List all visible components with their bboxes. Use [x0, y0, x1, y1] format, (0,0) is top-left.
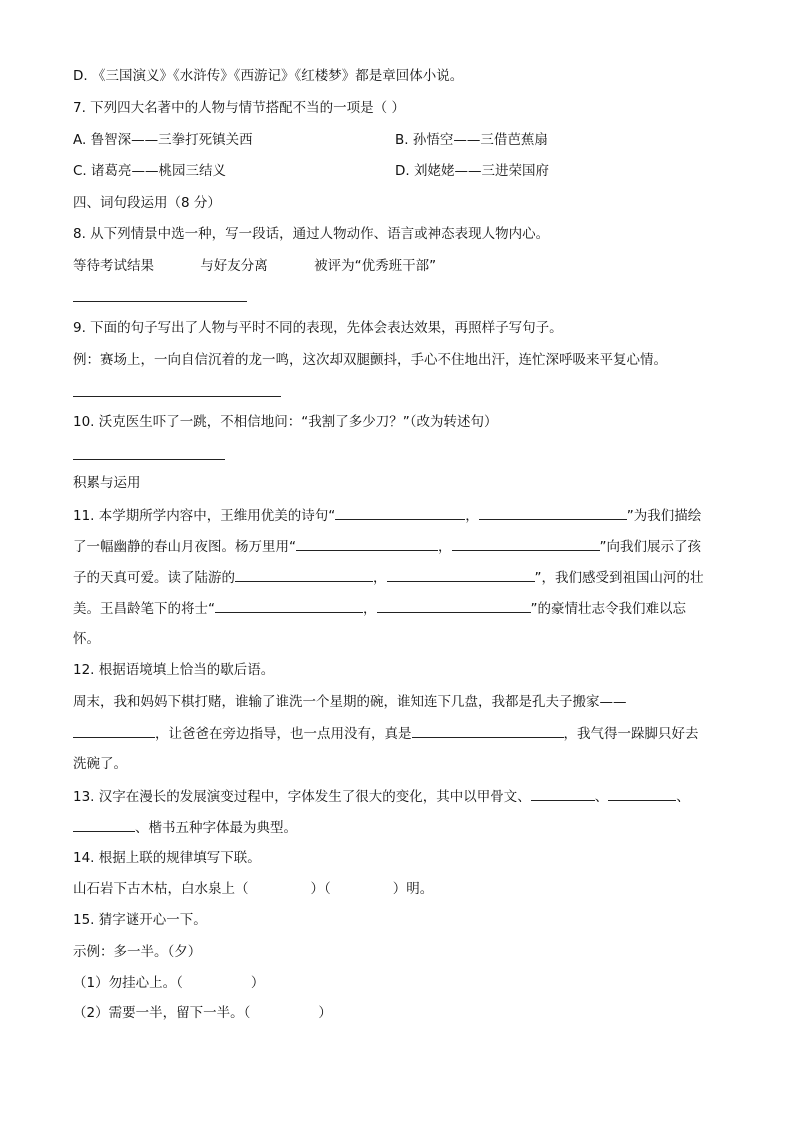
- q14-text: 山石岩下古木枯，白水泉上（: [73, 881, 249, 897]
- q11-text: ”，我们感受到祖国山河的壮: [534, 570, 704, 586]
- q7-option-c: C. 诸葛亮——桃园三结义: [73, 163, 227, 179]
- q15-example: 示例：多一半。（夕）: [73, 944, 202, 960]
- q13-line-2: [73, 817, 297, 838]
- section-accumulation: 积累与运用: [73, 475, 141, 491]
- q14-text: ）（: [310, 881, 331, 897]
- q11-blank[interactable]: [387, 567, 535, 582]
- q7-stem: 7. 下列四大名著中的人物与情节搭配不当的一项是（ ）: [73, 100, 405, 116]
- q8-answer-line[interactable]: [73, 300, 247, 302]
- q11-line-4: [73, 598, 686, 619]
- q11-text: ”的豪情壮志令我们难以忘: [530, 601, 686, 617]
- q12-stem: 12. 根据语境填上恰当的歇后语。: [73, 662, 275, 678]
- q11-text: 了一幅幽静的春山月夜图。杨万里用“: [73, 539, 296, 555]
- section-heading: 四、词句段运用（8 分）: [73, 195, 221, 211]
- q8-option: 与好友分离: [200, 258, 268, 274]
- q12-blank[interactable]: [73, 723, 155, 738]
- q11-blank[interactable]: [215, 598, 363, 613]
- q10-answer-line[interactable]: [73, 458, 225, 460]
- q11-text: 子的天真可爱。读了陆游的: [73, 570, 235, 586]
- q7-option-a: A. 鲁智深——三拳打死镇关西: [73, 132, 253, 148]
- q13-line-1: [73, 786, 690, 807]
- q8-option: 被评为“优秀班干部”: [314, 258, 437, 274]
- q14-text: ）明。: [392, 881, 434, 897]
- q15-item-1: [73, 973, 264, 993]
- q13-blank[interactable]: [73, 817, 135, 832]
- q11-line-3: [73, 567, 704, 588]
- q9-example: 例：赛场上，一向自信沉着的龙一鸣，这次却双腿颤抖，手心不住地出汗，连忙深呼吸来平复心情。: [73, 352, 667, 368]
- q15-text: （1）勿挂心上。（: [73, 975, 183, 991]
- q11-blank[interactable]: [452, 536, 600, 551]
- q11-blank[interactable]: [235, 567, 373, 582]
- q8-stem: 8. 从下列情景中选一种，写一段话，通过人物动作、语言或神态表现人物内心。: [73, 226, 550, 242]
- q11-text: ，: [465, 508, 479, 524]
- q15-stem: 15. 猜字谜开心一下。: [73, 912, 207, 928]
- q13-blank[interactable]: [608, 786, 676, 801]
- q11-blank[interactable]: [479, 505, 627, 520]
- q11-text: ，: [373, 570, 387, 586]
- q11-blank[interactable]: [296, 536, 438, 551]
- q15-item-2: [73, 1003, 332, 1023]
- q11-line-5: 怀。: [73, 631, 100, 647]
- q11-text: 11. 本学期所学内容中，王维用优美的诗句“: [73, 508, 336, 524]
- q15-text: ）: [318, 1005, 332, 1021]
- q9-stem: 9. 下面的句子写出了人物与平时不同的表现，先体会表达效果，再照样子写句子。: [73, 320, 563, 336]
- q13-text: 、: [594, 789, 609, 805]
- q13-text: 、: [676, 789, 690, 805]
- q13-text: 、楷书五种字体最为典型。: [135, 820, 297, 836]
- q11-blank[interactable]: [377, 598, 531, 613]
- q12-text: ，我气得一跺脚只好去: [563, 726, 699, 742]
- q12-line-3: 洗碗了。: [73, 756, 127, 772]
- q8-option: 等待考试结果: [73, 258, 154, 274]
- q9-answer-line[interactable]: [73, 395, 281, 397]
- q7-option-b: B. 孙悟空——三借芭蕉扇: [395, 132, 548, 148]
- q11-blank[interactable]: [335, 505, 465, 520]
- q11-text: ，: [363, 601, 377, 617]
- q13-blank[interactable]: [531, 786, 595, 801]
- q11-text: 美。王昌龄笔下的将士“: [73, 601, 215, 617]
- q11-text: ，: [438, 539, 452, 555]
- q6-option-d: D. 《三国演义》《水浒传》《西游记》《红楼梦》都是章回体小说。: [73, 68, 464, 84]
- q12-blank[interactable]: [412, 723, 564, 738]
- q11-text: ”向我们展示了孩: [599, 539, 701, 555]
- q12-line-2: [73, 723, 699, 744]
- q12-line-1: 周末，我和妈妈下棋打赌，谁输了谁洗一个星期的碗，谁知连下几盘，我都是孔夫子搬家——: [73, 694, 627, 710]
- q7-option-d: D. 刘姥姥——三进荣国府: [395, 163, 549, 179]
- q11-text: ”为我们描绘: [626, 508, 702, 524]
- q15-text: ）: [250, 975, 265, 991]
- q15-text: （2）需要一半，留下一半。（: [73, 1005, 251, 1021]
- q13-text: 13. 汉字在漫长的发展演变过程中，字体发生了很大的变化，其中以甲骨文、: [73, 789, 531, 805]
- q11-line-1: [73, 505, 701, 526]
- q14-stem: 14. 根据上联的规律填写下联。: [73, 850, 261, 866]
- q10-stem: 10. 沃克医生吓了一跳，不相信地问：“我割了多少刀？”（改为转述句）: [73, 414, 498, 430]
- q8-options: [73, 256, 436, 276]
- q12-text: ，让爸爸在旁边指导，也一点用没有，真是: [155, 726, 412, 742]
- q11-line-2: [73, 536, 701, 557]
- q14-couplet: [73, 879, 433, 899]
